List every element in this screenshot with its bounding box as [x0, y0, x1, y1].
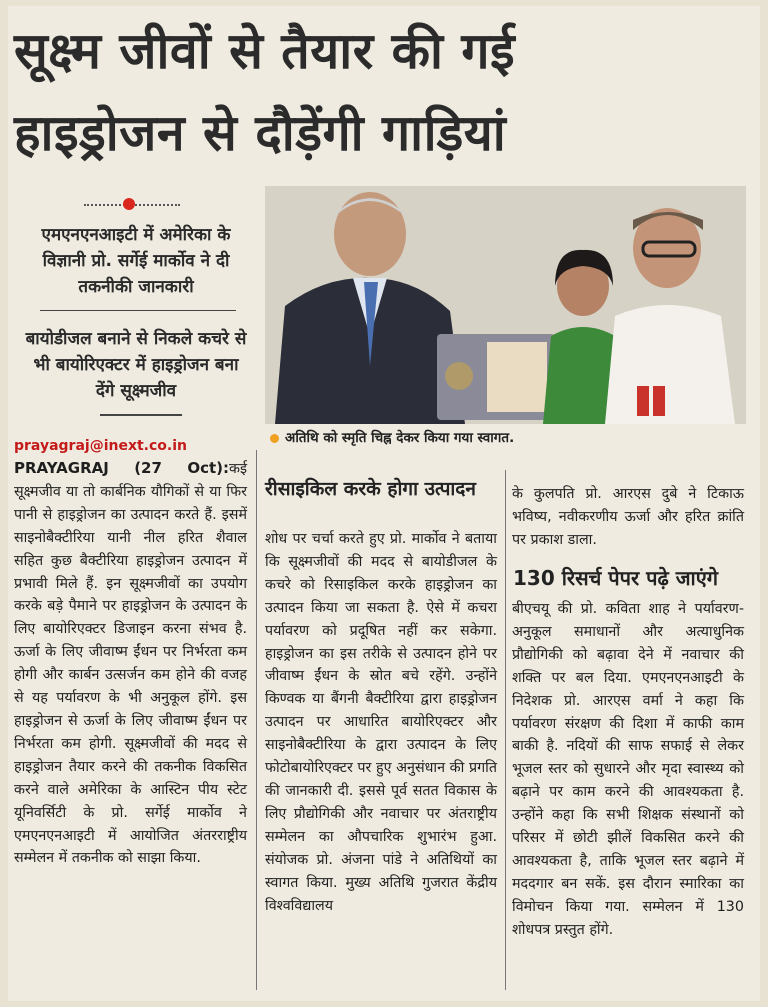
dateline: PRAYAGRAJ (27 Oct):: [14, 459, 229, 477]
column-divider-2: [505, 470, 506, 990]
deck-first: एमएनएनआइटी में अमेरिका के विज्ञानी प्रो. सर्गेई मार्कोव ने दी तकनीकी जानकारी: [41, 225, 231, 297]
article-column-1: [14, 457, 247, 870]
deck-divider: [40, 310, 236, 311]
column-2-subhead: रीसाइकिल करके होगा उत्पादन: [265, 478, 476, 500]
red-bullet-icon: [123, 198, 135, 210]
photo-illustration: [265, 186, 746, 424]
event-photo: [265, 186, 746, 424]
column-divider-1: [256, 450, 257, 990]
column-2-text: शोध पर चर्चा करते हुए प्रो. मार्कोव ने बताया कि सूक्ष्मजीवों की मदद से बायोडीजल के कचरे को रिसाइकिल करके हाइड्रोजन का उत्पादन किया जा सकता है. ऐसे में कचरा पर्यावरण को प्रदूषित नहीं कर सकेगा. हाइड्रोजन का इस तरीके से उत्पादन होने पर जीवाष्म ईंधन के स्रोत बचे रहेंगे. उन्होंने किण्वक या बैंगनी बैक्टीरिया द्वारा हाइड्रोजन उत्पादन पर आधारित बायोरिएक्टर और साइनोबैक्टीरिया के द्वारा उत्पादन के लिए फोटोबायोरिएक्टर पर हुए अनुसंधान की प्रगति की जानकारी दी. इससे पूर्व सतत विकास के लिए प्रौद्योगिकी और नवाचार पर अंतराष्ट्रीय सम्मेलन का औपचारिक शुभारंभ हुआ. संयोजक प्रो. अंजना पांडे ने अतिथियों का स्वागत किया. मुख्य अतिथि गुजरात केंद्रीय विश्वविद्यालय: [265, 531, 497, 914]
caption-bullet-icon: [270, 434, 279, 443]
deck-second: बायोडीजल बनाने से निकले कचरे से भी बायोरिएक्टर में हाइड्रोजन बना देंगे सूक्ष्मजीव: [25, 329, 247, 401]
headline-line-1: सूक्ष्म जीवों से तैयार की गई: [14, 22, 516, 80]
deck-divider-short: [100, 414, 182, 416]
column-3-lead: के कुलपति प्रो. आरएस दुबे ने टिकाऊ भविष्य, नवीकरणीय ऊर्जा और हरित क्रांति पर प्रकाश डाला.: [512, 486, 744, 548]
photo-caption: [270, 428, 740, 446]
byline-email: prayagraj@inext.co.in: [14, 438, 187, 454]
column-3-subhead: 130 रिसर्च पेपर पढ़े जाएंगे: [513, 566, 719, 590]
column-1-text: कई सूक्ष्मजीव या तो कार्बनिक यौगिकों से या फिर पानी से हाइड्रोजन का उत्पादन करते हैं. इसमें साइनोबैक्टीरिया यानी नील हरित शैवाल सहित कुछ बैक्टीरिया हाइड्रोजन उत्पादन में प्रभावी मिले हैं. इन सूक्ष्मजीवों का उपयोग करके बड़े पैमाने पर हाइड्रोजन के उत्पादन के लिए बायोरिएक्टर डिजाइन करना संभव है. ऊर्जा के लिए जीवाष्म ईंधन पर निर्भरता कम होगी और कार्बन उत्सर्जन कम होने की वजह से यह पर्यावरण के भी अनुकूल होंगे. इस हाइड्रोजन से ऊर्जा के लिए जीवाष्म ईंधन पर निर्भरता कम होगी. सूक्ष्मजीवों की मदद से हाइड्रोजन तैयार करने की तकनीक विकसित करने वाले अमेरिका के आस्टिन पीय स्टेट यूनिवर्सिटी के प्रो. सर्गेई मार्कोव ने एमएनएनआइटी में आयोजित अंतरराष्ट्रीय सम्मेलन में तकनीक को साझा किया.: [14, 461, 247, 867]
column-3-text: बीएचयू की प्रो. कविता शाह ने पर्यावरण-अनुकूल समाधानों और अत्याधुनिक प्रौद्योगिकी को बढ़ावा देने में नवाचार की शक्ति पर बल दिया. एमएनएनआइटी के निदेशक प्रो. आरएस वर्मा ने कहा कि पर्यावरण संरक्षण की दिशा में काफी काम बाकी है. नदियों की साफ सफाई से लेकर भूजल स्तर को सुधारने और मृदा स्वास्थ्य को बढ़ाने पर काम करने की आवश्यकता है. उन्होंने कहा कि सभी शिक्षक संस्थानों को परिसर में छोटी झीलें विकसित करने की आवश्यकता है, ताकि भूजल स्तर बढ़ाने में मददगार बन सकें. इस दौरान स्मारिका का विमोचन किया गया. सम्मेलन में 130 शोधपत्र प्रस्तुत होंगे.: [512, 601, 744, 938]
headline-line-2: हाइड्रोजन से दौड़ेंगी गाड़ियां: [14, 104, 507, 162]
caption-text: अतिथि को स्मृति चिह्न देकर किया गया स्वागत.: [285, 430, 515, 446]
